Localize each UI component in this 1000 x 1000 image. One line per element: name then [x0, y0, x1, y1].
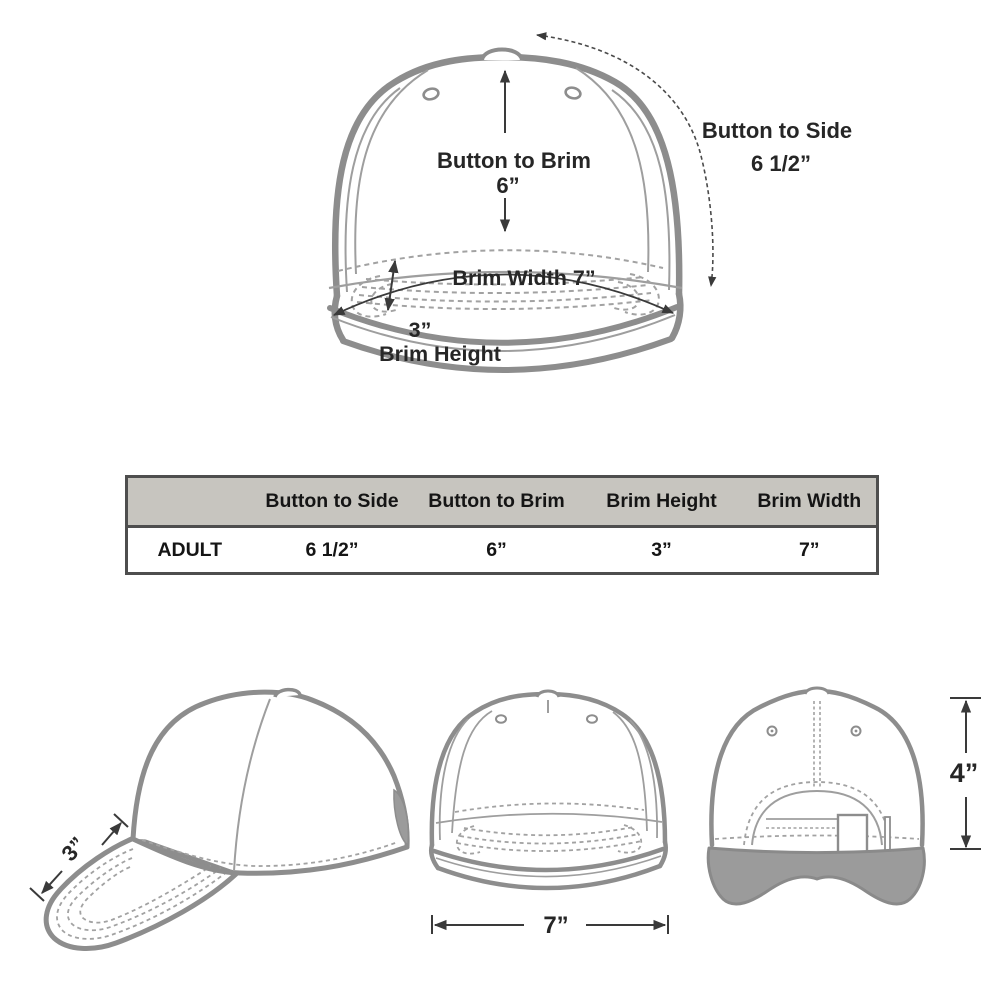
header-empty: [127, 477, 252, 527]
brim-height-label: Brim Height: [379, 342, 501, 366]
side-view-diagram: [30, 690, 408, 949]
header-brim-height: Brim Height: [581, 477, 743, 527]
back-crown-height-value: 4”: [949, 758, 979, 788]
button-to-side-label: Button to Side: [701, 118, 853, 143]
row-label-adult: ADULT: [127, 527, 252, 574]
side-brim-arrow-upper-tick: [114, 814, 128, 827]
adult-button-to-side: 6 1/2”: [252, 527, 413, 574]
front-view-diagram: [329, 35, 852, 370]
side-brim-height-value: 3”: [56, 831, 91, 866]
back-strap-end: [885, 817, 890, 853]
back-right-eyelet-hole: [855, 730, 858, 733]
header-button-to-brim: Button to Brim: [413, 477, 581, 527]
adult-button-to-brim: 6”: [413, 527, 581, 574]
front-small-left-corner: [431, 845, 438, 868]
side-crown-outline: [133, 692, 407, 847]
table-row-adult: [127, 527, 878, 574]
back-left-eyelet-hole: [771, 730, 774, 733]
back-brim-underside: [708, 848, 924, 904]
button: [482, 50, 522, 61]
front-small-button: [537, 691, 559, 697]
side-brim-arrow-lower-tick: [30, 888, 44, 901]
back-view-diagram: [708, 688, 981, 904]
size-chart-table: [125, 475, 879, 575]
front-brim-width-value: 7”: [543, 912, 569, 939]
adult-brim-width: 7”: [743, 527, 878, 574]
back-button: [805, 688, 829, 694]
button-to-brim-value: 6”: [496, 173, 520, 198]
brim-height-value: 3”: [408, 318, 432, 342]
front-small-right-eyelet: [587, 715, 597, 723]
table-header-row: [127, 477, 878, 527]
side-brim-arrow-upper: [102, 823, 121, 845]
front-small-right-corner: [660, 842, 666, 866]
button-to-side-value: 6 1/2”: [751, 151, 811, 176]
header-button-to-side: Button to Side: [252, 477, 413, 527]
front-small-crown: [432, 694, 665, 845]
adult-brim-height: 3”: [581, 527, 743, 574]
brim-width-text: Brim Width 7”: [452, 266, 596, 290]
header-brim-width: Brim Width: [743, 477, 878, 527]
button-to-brim-label: Button to Brim: [437, 148, 591, 173]
back-strap-buckle: [838, 815, 867, 853]
front-small-left-eyelet: [496, 715, 506, 723]
front-view-small-diagram: [431, 691, 668, 939]
